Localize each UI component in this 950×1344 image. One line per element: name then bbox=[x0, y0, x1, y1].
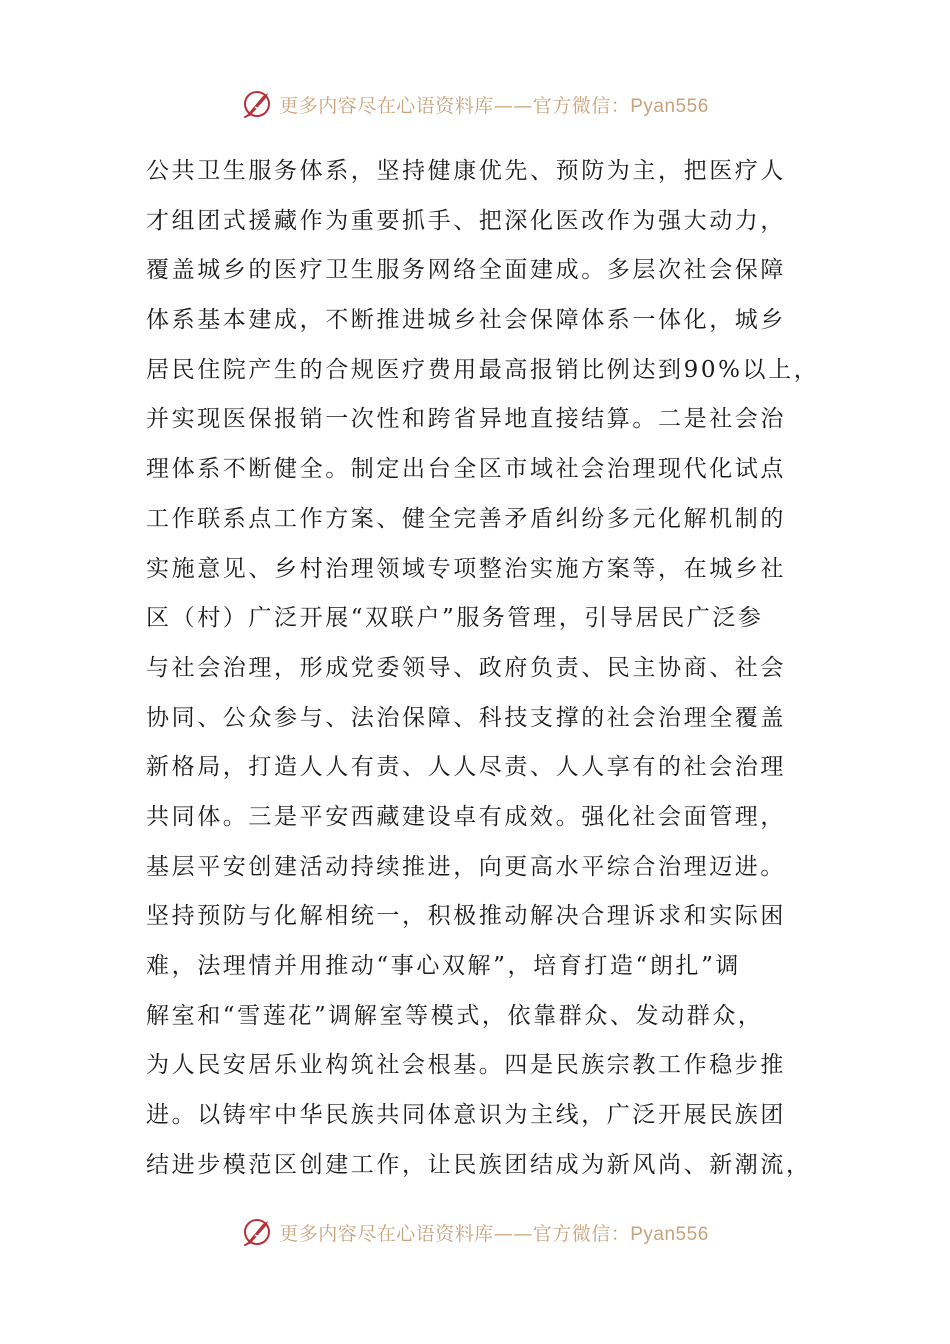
text-line: 结进步模范区创建工作，让民族团结成为新风尚、新潮流， bbox=[146, 1151, 812, 1178]
text-line: 进。以铸牢中华民族共同体意识为主线，广泛开展民族团 bbox=[146, 1102, 786, 1129]
text-line: 区（村）广泛开展“双联户”服务管理，引导居民广泛参 bbox=[146, 605, 764, 632]
footer-watermark-id: Pyan556 bbox=[630, 1223, 709, 1245]
header-watermark-id: Pyan556 bbox=[630, 95, 709, 117]
pen-logo-icon bbox=[241, 1215, 275, 1249]
text-line: 解室和“雪莲花”调解室等模式，依靠群众、发动群众， bbox=[146, 1002, 764, 1029]
text-line: 居民住院产生的合规医疗费用最高报销比例达到90%以上， bbox=[146, 356, 820, 383]
text-line: 基层平安创建活动持续推进，向更高水平综合治理迈进。 bbox=[146, 853, 786, 880]
text-line: 为人民安居乐业构筑社会根基。四是民族宗教工作稳步推 bbox=[146, 1052, 786, 1079]
text-line: 理体系不断健全。制定出台全区市域社会治理现代化试点 bbox=[146, 456, 786, 483]
text-line: 才组团式援藏作为重要抓手、把深化医改作为强大动力， bbox=[146, 207, 786, 234]
text-line: 覆盖城乡的医疗卫生服务网络全面建成。多层次社会保障 bbox=[146, 257, 786, 284]
text-line: 工作联系点工作方案、健全完善矛盾纠纷多元化解机制的 bbox=[146, 505, 786, 532]
text-line: 公共卫生服务体系，坚持健康优先、预防为主，把医疗人 bbox=[146, 158, 786, 184]
footer-watermark-text: 更多内容尽在心语资料库——官方微信：Pyan556 bbox=[279, 1222, 709, 1245]
footer-watermark bbox=[0, 1212, 950, 1252]
document-body bbox=[146, 147, 826, 1190]
header-watermark bbox=[0, 84, 950, 124]
text-line: 难，法理情并用推动“事心双解”，培育打造“朗扎”调 bbox=[146, 953, 742, 979]
text-line: 体系基本建成，不断推进城乡社会保障体系一体化，城乡 bbox=[146, 307, 786, 334]
text-line: 并实现医保报销一次性和跨省异地直接结算。二是社会治 bbox=[146, 406, 786, 433]
text-line: 协同、公众参与、法治保障、科技支撑的社会治理全覆盖 bbox=[146, 704, 786, 731]
text-line: 坚持预防与化解相统一，积极推动解决合理诉求和实际困 bbox=[146, 903, 786, 930]
text-line: 与社会治理，形成党委领导、政府负责、民主协商、社会 bbox=[146, 654, 786, 681]
text-line: 新格局，打造人人有责、人人尽责、人人享有的社会治理 bbox=[146, 754, 786, 781]
header-watermark-text: 更多内容尽在心语资料库——官方微信：Pyan556 bbox=[279, 94, 709, 117]
pen-logo-icon bbox=[241, 87, 275, 121]
text-line: 实施意见、乡村治理领域专项整治实施方案等，在城乡社 bbox=[146, 555, 786, 582]
text-line: 共同体。三是平安西藏建设卓有成效。强化社会面管理， bbox=[146, 803, 786, 830]
